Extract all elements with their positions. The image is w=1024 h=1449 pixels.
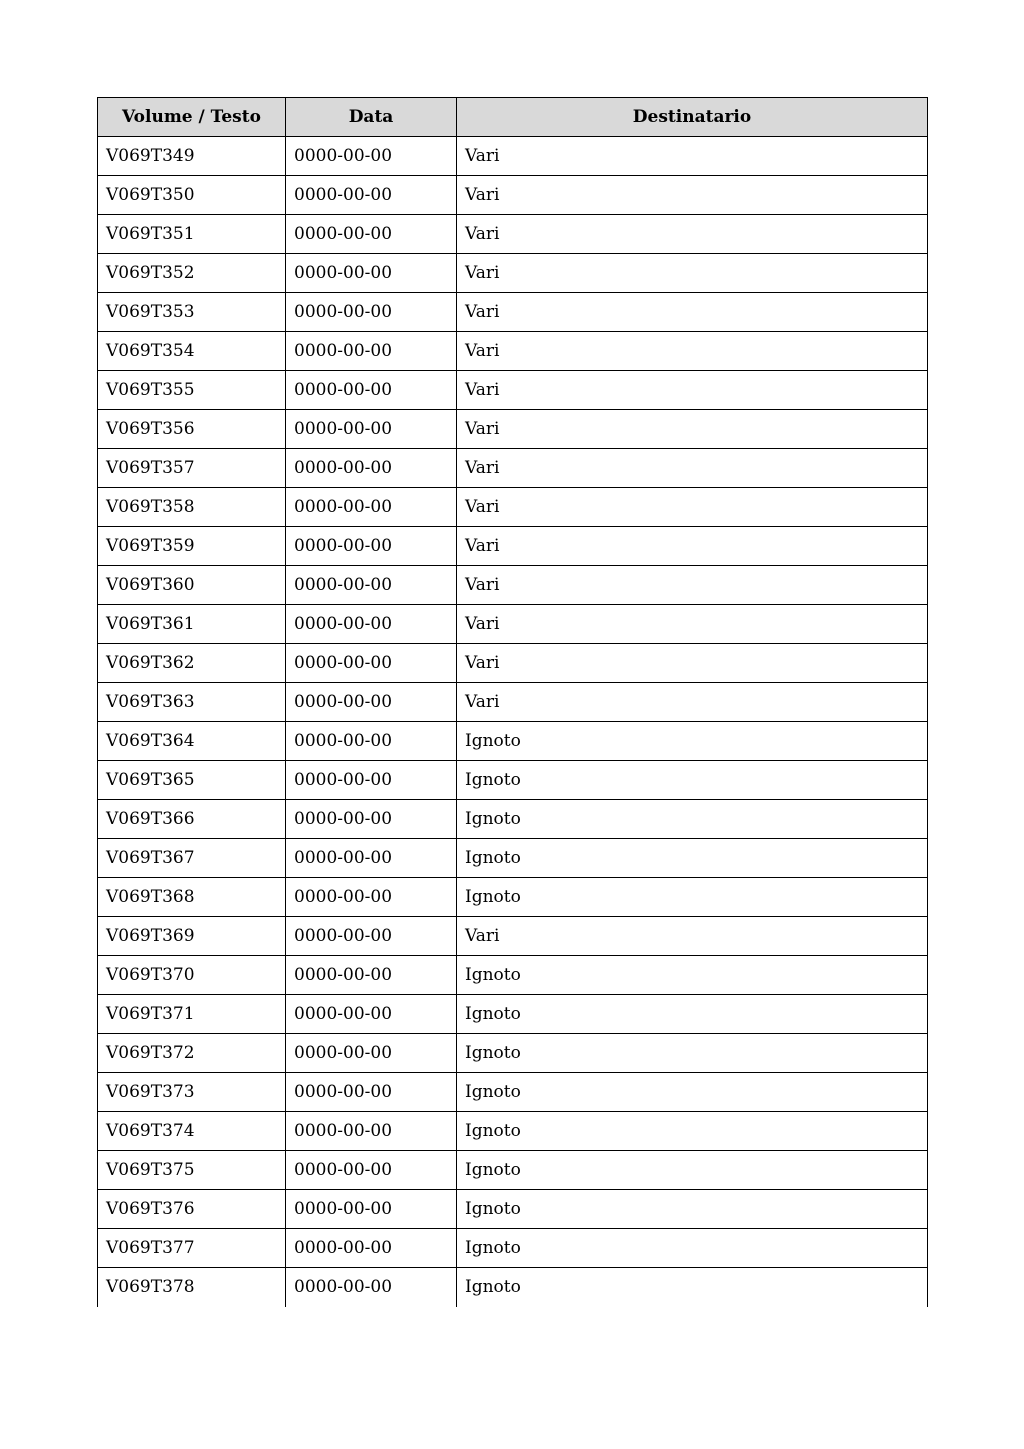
table-row (98, 215, 928, 254)
cell-volume-testo: V069T374 (98, 1112, 286, 1151)
cell-data: 0000-00-00 (286, 1112, 457, 1151)
table-row (98, 761, 928, 800)
table-row (98, 683, 928, 722)
cell-destinatario: Vari (457, 449, 928, 488)
cell-data: 0000-00-00 (286, 722, 457, 761)
cell-data: 0000-00-00 (286, 215, 457, 254)
table-row (98, 878, 928, 917)
column-header-data: Data (286, 98, 457, 137)
cell-data: 0000-00-00 (286, 917, 457, 956)
cell-destinatario: Vari (457, 176, 928, 215)
cell-destinatario: Vari (457, 527, 928, 566)
table-row (98, 1073, 928, 1112)
table-row (98, 332, 928, 371)
cell-volume-testo: V069T367 (98, 839, 286, 878)
cell-destinatario: Ignoto (457, 722, 928, 761)
table-row (98, 1034, 928, 1073)
table-row (98, 800, 928, 839)
cell-destinatario: Ignoto (457, 878, 928, 917)
table-row (98, 254, 928, 293)
table-row (98, 1229, 928, 1268)
cell-destinatario: Vari (457, 917, 928, 956)
table-row (98, 488, 928, 527)
cell-destinatario: Vari (457, 293, 928, 332)
cell-destinatario: Vari (457, 488, 928, 527)
cell-data: 0000-00-00 (286, 1190, 457, 1229)
cell-volume-testo: V069T358 (98, 488, 286, 527)
cell-destinatario: Ignoto (457, 1229, 928, 1268)
cell-volume-testo: V069T356 (98, 410, 286, 449)
cell-destinatario: Vari (457, 683, 928, 722)
table-row (98, 371, 928, 410)
table-row (98, 956, 928, 995)
cell-volume-testo: V069T349 (98, 137, 286, 176)
cell-data: 0000-00-00 (286, 293, 457, 332)
cell-volume-testo: V069T363 (98, 683, 286, 722)
cell-volume-testo: V069T362 (98, 644, 286, 683)
cell-volume-testo: V069T368 (98, 878, 286, 917)
cell-data: 0000-00-00 (286, 1268, 457, 1307)
cell-destinatario: Ignoto (457, 1034, 928, 1073)
cell-data: 0000-00-00 (286, 683, 457, 722)
cell-volume-testo: V069T366 (98, 800, 286, 839)
cell-destinatario: Vari (457, 371, 928, 410)
cell-destinatario: Vari (457, 605, 928, 644)
cell-volume-testo: V069T360 (98, 566, 286, 605)
cell-volume-testo: V069T365 (98, 761, 286, 800)
table-row (98, 1268, 928, 1307)
column-header-volume-testo: Volume / Testo (98, 98, 286, 137)
cell-destinatario: Vari (457, 332, 928, 371)
table-row (98, 722, 928, 761)
cell-data: 0000-00-00 (286, 254, 457, 293)
table-row (98, 527, 928, 566)
cell-volume-testo: V069T351 (98, 215, 286, 254)
cell-data: 0000-00-00 (286, 1034, 457, 1073)
cell-destinatario: Vari (457, 254, 928, 293)
table-row (98, 605, 928, 644)
cell-destinatario: Ignoto (457, 1268, 928, 1307)
cell-data: 0000-00-00 (286, 488, 457, 527)
column-header-destinatario: Destinatario (457, 98, 928, 137)
table-row (98, 176, 928, 215)
table-row (98, 1112, 928, 1151)
cell-data: 0000-00-00 (286, 605, 457, 644)
cell-data: 0000-00-00 (286, 1229, 457, 1268)
cell-volume-testo: V069T376 (98, 1190, 286, 1229)
table-row (98, 137, 928, 176)
cell-data: 0000-00-00 (286, 995, 457, 1034)
cell-destinatario: Ignoto (457, 839, 928, 878)
cell-data: 0000-00-00 (286, 371, 457, 410)
table-row (98, 566, 928, 605)
cell-data: 0000-00-00 (286, 176, 457, 215)
table-row (98, 449, 928, 488)
table-row (98, 410, 928, 449)
cell-destinatario: Ignoto (457, 800, 928, 839)
letters-table (97, 97, 928, 1307)
cell-volume-testo: V069T373 (98, 1073, 286, 1112)
cell-volume-testo: V069T371 (98, 995, 286, 1034)
cell-destinatario: Ignoto (457, 761, 928, 800)
cell-data: 0000-00-00 (286, 956, 457, 995)
cell-destinatario: Ignoto (457, 1190, 928, 1229)
cell-data: 0000-00-00 (286, 644, 457, 683)
cell-data: 0000-00-00 (286, 878, 457, 917)
table-body (98, 137, 928, 1307)
cell-destinatario: Vari (457, 215, 928, 254)
cell-volume-testo: V069T353 (98, 293, 286, 332)
table-row (98, 644, 928, 683)
cell-volume-testo: V069T350 (98, 176, 286, 215)
cell-destinatario: Ignoto (457, 1151, 928, 1190)
cell-destinatario: Ignoto (457, 1073, 928, 1112)
table-row (98, 1151, 928, 1190)
cell-data: 0000-00-00 (286, 527, 457, 566)
cell-data: 0000-00-00 (286, 449, 457, 488)
cell-destinatario: Ignoto (457, 1112, 928, 1151)
cell-volume-testo: V069T355 (98, 371, 286, 410)
cell-destinatario: Vari (457, 137, 928, 176)
table-row (98, 917, 928, 956)
table-row (98, 995, 928, 1034)
cell-data: 0000-00-00 (286, 137, 457, 176)
table-row (98, 839, 928, 878)
cell-volume-testo: V069T361 (98, 605, 286, 644)
cell-volume-testo: V069T352 (98, 254, 286, 293)
cell-data: 0000-00-00 (286, 566, 457, 605)
cell-volume-testo: V069T364 (98, 722, 286, 761)
cell-destinatario: Ignoto (457, 956, 928, 995)
cell-volume-testo: V069T357 (98, 449, 286, 488)
cell-data: 0000-00-00 (286, 332, 457, 371)
cell-destinatario: Ignoto (457, 995, 928, 1034)
cell-volume-testo: V069T370 (98, 956, 286, 995)
table-header (98, 98, 928, 137)
cell-volume-testo: V069T377 (98, 1229, 286, 1268)
cell-volume-testo: V069T369 (98, 917, 286, 956)
cell-data: 0000-00-00 (286, 839, 457, 878)
cell-data: 0000-00-00 (286, 761, 457, 800)
table-row (98, 1190, 928, 1229)
cell-destinatario: Vari (457, 644, 928, 683)
cell-destinatario: Vari (457, 410, 928, 449)
cell-volume-testo: V069T375 (98, 1151, 286, 1190)
cell-volume-testo: V069T354 (98, 332, 286, 371)
cell-data: 0000-00-00 (286, 410, 457, 449)
cell-data: 0000-00-00 (286, 1151, 457, 1190)
cell-volume-testo: V069T359 (98, 527, 286, 566)
table-row (98, 293, 928, 332)
cell-destinatario: Vari (457, 566, 928, 605)
cell-data: 0000-00-00 (286, 1073, 457, 1112)
cell-data: 0000-00-00 (286, 800, 457, 839)
cell-volume-testo: V069T372 (98, 1034, 286, 1073)
cell-volume-testo: V069T378 (98, 1268, 286, 1307)
header-row (98, 98, 928, 137)
